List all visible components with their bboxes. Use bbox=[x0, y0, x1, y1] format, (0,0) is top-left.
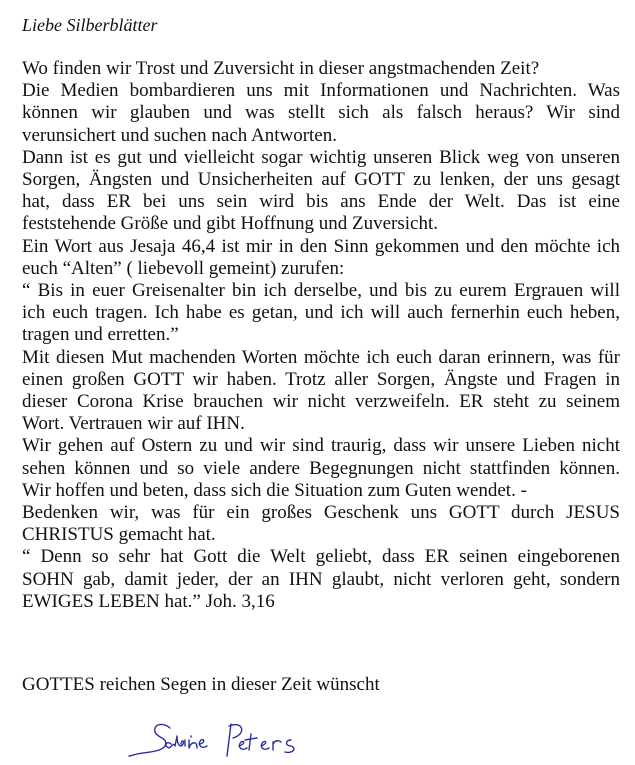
body-line: EWIGES LEBEN hat.” Joh. 3,16 bbox=[22, 590, 275, 612]
handwritten-signature bbox=[125, 710, 375, 760]
body-line: “ Bis in euer Greisenalter bin ich derselbe, und bis zu eurem Ergrauen will bbox=[22, 280, 620, 302]
body-line: SOHN gab, damit jeder, der an IHN glaubt, nicht verloren geht, sondern bbox=[22, 568, 620, 590]
body-line: “ Denn so sehr hat Gott die Welt geliebt, dass ER seinen eingeborenen bbox=[22, 546, 620, 568]
body-line: Wo finden wir Trost und Zuversicht in dieser angstmachenden Zeit? bbox=[22, 58, 540, 79]
body-line: können wir glauben und was stellt sich als falsch heraus? Wir sind bbox=[22, 102, 620, 124]
body-line: Sorgen, Ängsten und Unsicherheiten auf GOTT zu lenken, der uns gesagt bbox=[22, 169, 620, 191]
body-line: Ein Wort aus Jesaja 46,4 ist mir in den Sinn gekommen und den möchte ich bbox=[22, 235, 620, 257]
body-line: feststehende Größe und gibt Hoffnung und Zuversicht. bbox=[22, 213, 438, 235]
greeting: Liebe Silberblätter bbox=[22, 15, 158, 35]
body-line: Wir hoffen und beten, dass sich die Situation zum Guten wendet. - bbox=[22, 479, 527, 501]
body-line: ich euch tragen. Ich habe es getan, und ich will auch fernerhin euch heben, bbox=[22, 302, 620, 324]
body-line: Dann ist es gut und vielleicht sogar wichtig unseren Blick weg von unseren bbox=[22, 146, 620, 168]
body-line: sehen können und so viele andere Begegnungen nicht stattfinden können. bbox=[22, 457, 620, 479]
body-line: Wir gehen auf Ostern zu und wir sind traurig, dass wir unsere Lieben nicht bbox=[22, 435, 620, 457]
letter-body bbox=[22, 58, 620, 613]
body-line: Die Medien bombardieren uns mit Informationen und Nachrichten. Was bbox=[22, 80, 620, 102]
body-line: euch “Alten” ( liebevoll gemeint) zurufen: bbox=[22, 257, 345, 279]
body-line: tragen und erretten.” bbox=[22, 324, 179, 346]
body-line: Bedenken wir, was für ein großes Geschenk uns GOTT durch JESUS bbox=[22, 502, 620, 524]
body-line: Wort. Vertrauen wir auf IHN. bbox=[22, 413, 245, 435]
body-line: CHRISTUS gemacht hat. bbox=[22, 524, 216, 546]
body-line: hat, dass ER bei uns sein wird bis ans Ende der Welt. Das ist eine bbox=[22, 191, 620, 213]
body-line: verunsichert und suchen nach Antworten. bbox=[22, 124, 337, 146]
closing-line: GOTTES reichen Segen in dieser Zeit wünscht bbox=[22, 674, 380, 695]
body-line: dieser Corona Krise brauchen wir nicht verzweifeln. ER steht zu seinem bbox=[22, 391, 620, 413]
body-line: Mit diesen Mut machenden Worten möchte ich euch daran erinnern, was für bbox=[22, 346, 620, 368]
signature-icon bbox=[125, 710, 375, 760]
body-line: einen großen GOTT wir haben. Trotz aller Sorgen, Ängste und Fragen in bbox=[22, 368, 620, 390]
